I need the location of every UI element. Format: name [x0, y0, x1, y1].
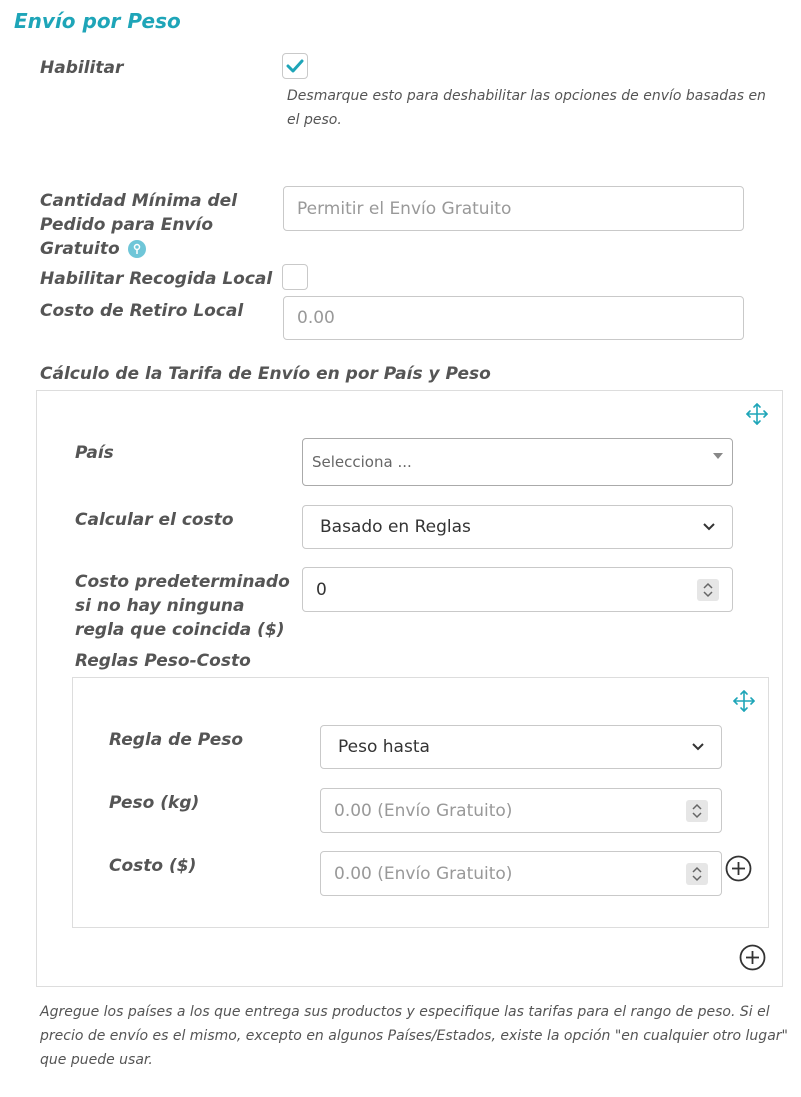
local-cost-label: Costo de Retiro Local	[40, 301, 244, 321]
weight-rule-value: Peso hasta	[338, 737, 430, 757]
section-title: Envío por Peso	[14, 9, 181, 33]
add-rule-plus-icon[interactable]	[725, 855, 752, 882]
country-label: País	[75, 443, 114, 463]
cost-placeholder: 0.00 (Envío Gratuito)	[334, 863, 513, 884]
local-cost-placeholder: 0.00	[297, 308, 335, 328]
calc-cost-select[interactable]	[302, 505, 733, 549]
spinner-arrows-icon	[692, 803, 702, 819]
calc-section-label: Cálculo de la Tarifa de Envío en por País y Peso	[40, 364, 491, 384]
rule-move-icon[interactable]	[732, 689, 756, 713]
weight-placeholder: 0.00 (Envío Gratuito)	[334, 800, 513, 821]
min-order-placeholder: Permitir el Envío Gratuito	[297, 198, 512, 219]
local-cost-input[interactable]	[283, 296, 744, 340]
weight-rule-label: Regla de Peso	[109, 730, 244, 750]
country-select-placeholder: Selecciona ...	[312, 453, 412, 471]
calc-cost-value: Basado en Reglas	[320, 517, 471, 537]
number-spinner[interactable]	[697, 579, 719, 601]
number-spinner[interactable]	[686, 863, 708, 885]
spinner-arrows-icon	[692, 866, 702, 882]
move-icon[interactable]	[745, 402, 769, 426]
country-select[interactable]	[302, 438, 733, 486]
chevron-down-icon	[703, 523, 715, 531]
default-cost-value: 0	[316, 579, 327, 600]
enable-hint: Desmarque esto para deshabilitar las opciones de envío basadas en el peso.	[287, 88, 766, 128]
caret-down-icon	[713, 453, 723, 459]
footer-hint: Agregue los países a los que entrega sus productos y especifique las tarifas para el rango de peso. Si el precio de envío es el mismo, excepto en algunos Países/Estados, existe la opción "en cualquier otro lugar" que puede usar.	[40, 1004, 788, 1068]
spinner-arrows-icon	[703, 582, 713, 598]
local-pickup-label: Habilitar Recogida Local	[40, 269, 273, 289]
rules-label: Reglas Peso-Costo	[75, 651, 251, 671]
weight-input[interactable]	[320, 788, 722, 833]
default-cost-input[interactable]	[302, 567, 733, 612]
cost-input[interactable]	[320, 851, 722, 896]
local-pickup-checkbox[interactable]	[282, 264, 308, 290]
default-cost-label: Costo predeterminado si no hay ninguna regla que coincida ($)	[75, 572, 290, 640]
enable-checkbox[interactable]	[282, 53, 308, 79]
add-country-plus-icon[interactable]	[739, 944, 766, 971]
min-order-label	[40, 189, 270, 261]
cost-label: Costo ($)	[109, 856, 197, 876]
weight-rule-select[interactable]	[320, 725, 722, 769]
help-icon[interactable]	[128, 240, 146, 258]
checkmark-icon	[286, 59, 304, 73]
min-order-label-text: Cantidad Mínima del Pedido para Envío Gratuito	[40, 191, 238, 259]
chevron-down-icon	[692, 743, 704, 751]
min-order-input[interactable]	[283, 186, 744, 231]
weight-label: Peso (kg)	[109, 793, 200, 813]
enable-label: Habilitar	[40, 58, 124, 78]
calc-cost-label: Calcular el costo	[75, 510, 234, 530]
number-spinner[interactable]	[686, 800, 708, 822]
